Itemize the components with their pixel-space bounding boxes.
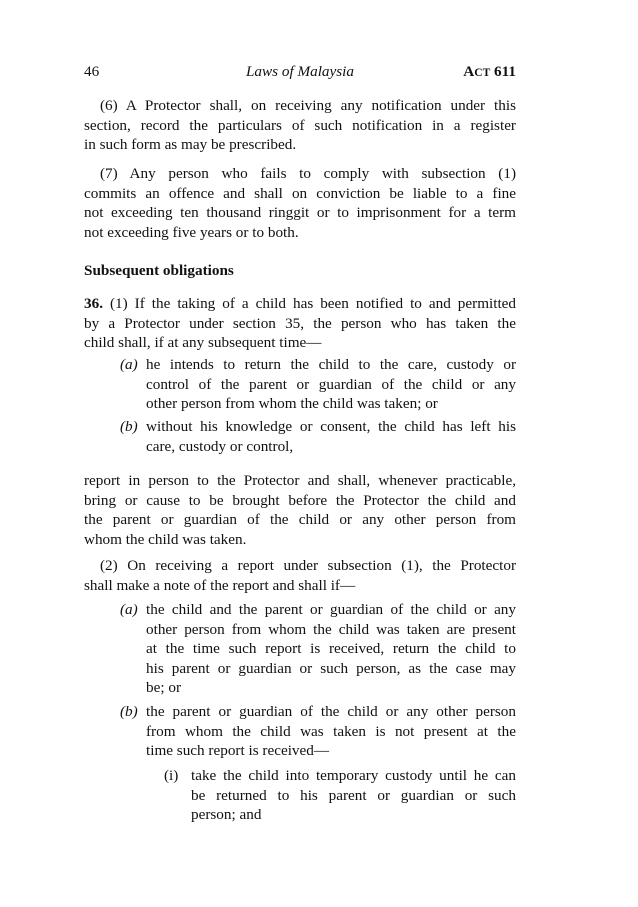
subsection-7 (84, 164, 516, 242)
paragraph-line: (6) A Protector shall, on receiving any notification under this (100, 97, 516, 114)
paragraph-line: (7) Any person who fails to comply with subsection (1) (100, 165, 516, 182)
paragraph-line: bring or cause to be brought before the Protector the child and (84, 491, 516, 509)
paragraph-line: control of the parent or guardian of the child or any (146, 375, 516, 393)
paragraph-line: time such report is received— (146, 742, 330, 759)
paragraph-line: from whom the child was taken is not present at the (146, 722, 516, 740)
act-prefix-small: CT (474, 67, 491, 79)
subparagraph-label: (i) (164, 767, 179, 784)
paragraph-line: section, record the particulars of such notification in a register (84, 116, 516, 134)
section-36 (84, 294, 516, 353)
page-number: 46 (84, 63, 100, 80)
paragraph-line: person; and (191, 806, 262, 823)
paragraph-line: by a Protector under section 35, the person who has taken the (84, 314, 516, 332)
paragraph-line: other person from whom the child was taken; or (146, 395, 438, 412)
paragraph-line: child shall, if at any subsequent time— (84, 334, 322, 351)
paragraph-line: commits an offence and shall on conviction be liable to a fine (84, 184, 516, 202)
paragraph-line: shall make a note of the report and shall if— (84, 576, 356, 594)
section-heading: Subsequent obligations (84, 262, 234, 279)
act-number (463, 62, 516, 84)
paragraph-line: the child and the parent or guardian of the child or any (146, 601, 516, 618)
paragraph-line: not exceeding five years or to both. (84, 223, 299, 241)
paragraph-label: (b) (120, 703, 138, 720)
paragraph-line: his parent or guardian or such person, as the case may (146, 659, 516, 677)
paragraph-line: without his knowledge or consent, the child has left his (146, 418, 516, 435)
paragraph-text (146, 600, 516, 698)
paragraph-line: the parent or guardian of the child or any other person (146, 703, 516, 720)
paragraph-line: (2) On receiving a report under subsection (1), the Protector (100, 557, 516, 574)
paragraph-line: he intends to return the child to the care, custody or (146, 356, 516, 373)
paragraph-text (146, 417, 516, 456)
paragraph-line: report in person to the Protector and shall, whenever practicable, (84, 472, 516, 489)
page-header (84, 62, 516, 82)
paragraph-label: (b) (120, 418, 138, 435)
paragraph-line: other person from whom the child was taken are present (146, 620, 516, 638)
subparagraph-text (191, 766, 516, 825)
paragraph-line: care, custody or control, (146, 437, 294, 455)
paragraph-line (84, 294, 516, 314)
paragraph-text (146, 355, 516, 414)
act-prefix: A (463, 63, 475, 80)
subsection-6 (84, 96, 516, 155)
paragraph-line: the parent or guardian of the child or any other person from (84, 511, 516, 528)
paragraph-line: whom the child was taken. (84, 530, 247, 548)
paragraph-line: at the time such report is received, return the child to (146, 640, 516, 657)
subsection-2 (84, 556, 516, 595)
paragraph-line: take the child into temporary custody until he can (191, 767, 516, 784)
section-number: 36. (84, 295, 103, 312)
paragraph-line: in such form as may be prescribed. (84, 136, 297, 153)
paragraph-line: be; or (146, 679, 182, 696)
paragraph-line: be returned to his parent or guardian or such (191, 786, 516, 804)
paragraph-text (146, 702, 516, 761)
section-36-line-1: (1) If the taking of a child has been notified to and permitted (109, 295, 517, 312)
paragraph-label: (a) (120, 601, 138, 618)
act-number-value: 611 (494, 63, 516, 80)
paragraph-label: (a) (120, 356, 138, 373)
paragraph-line: not exceeding ten thousand ringgit or to imprisonment for a term (84, 204, 516, 221)
header-title: Laws of Malaysia (245, 63, 354, 80)
section-36-tail (84, 471, 516, 549)
